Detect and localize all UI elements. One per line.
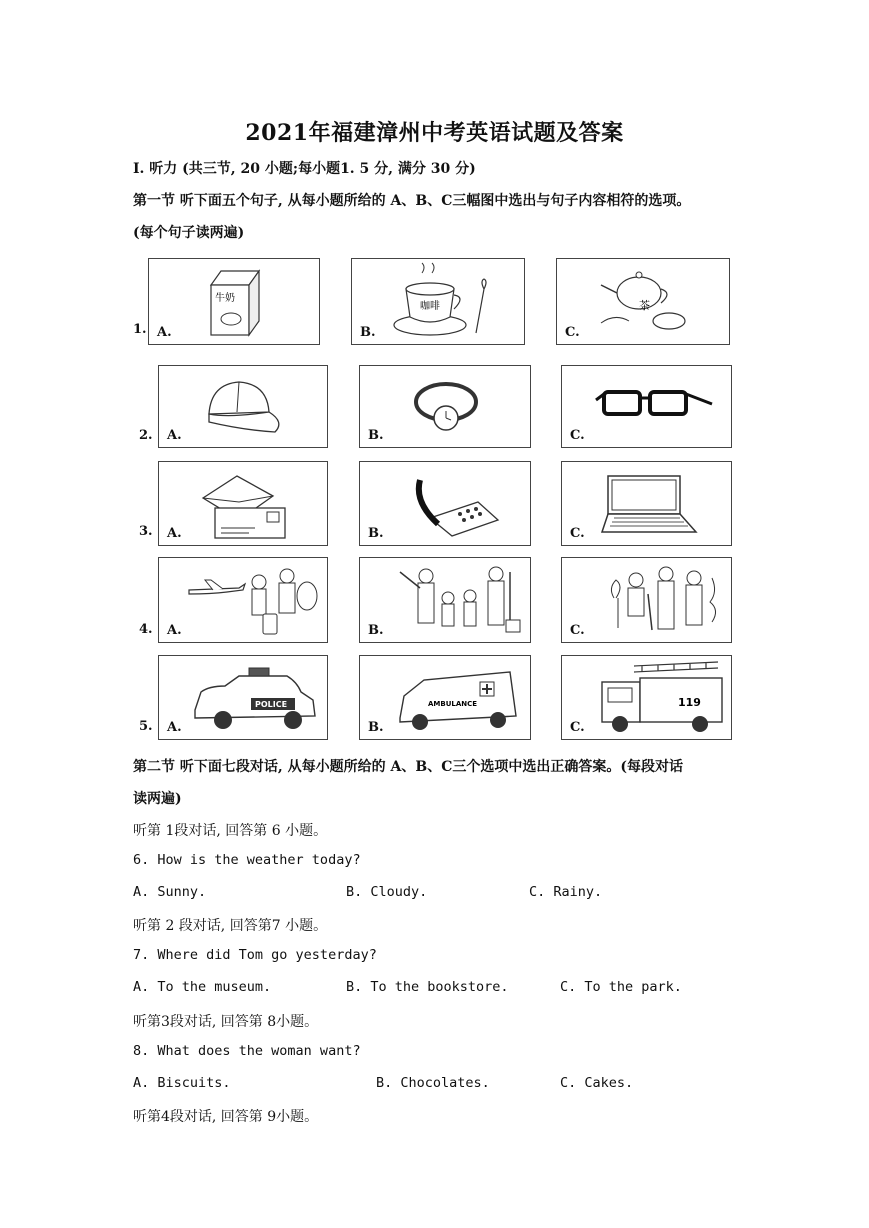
picture-option-travel[interactable] — [158, 557, 328, 643]
dialogue-intro: 听第4段对话, 回答第 9小题。 — [133, 1109, 319, 1125]
police-car-icon — [159, 656, 329, 741]
ambulance-icon — [360, 656, 532, 741]
question-text: 8. What does the woman want? — [133, 1043, 361, 1059]
option-letter: C. — [565, 325, 580, 340]
fire-engine-label: 119 — [678, 696, 701, 709]
picture-option-milk[interactable] — [148, 258, 320, 345]
answer-option-b[interactable]: B. Chocolates. — [376, 1075, 490, 1091]
answer-option-a[interactable]: A. To the museum. — [133, 979, 272, 995]
part1-instruction: 第一节 听下面五个句子, 从每小题所给的 A、B、C三幅图中选出与句子内容相符的选项。 — [133, 193, 691, 209]
part2-instruction-cont: 读两遍) — [133, 791, 182, 807]
milk-label: 牛奶 — [215, 293, 235, 304]
laptop-icon — [562, 462, 733, 547]
picture-option-laptop[interactable] — [561, 461, 732, 546]
option-letter: B. — [368, 720, 384, 735]
page-title: 2021年福建漳州中考英语试题及答案 — [245, 120, 624, 146]
option-letter: B. — [360, 325, 376, 340]
answer-option-a[interactable]: A. Sunny. — [133, 884, 207, 900]
ambulance-label: AMBULANCE — [428, 700, 478, 708]
picture-option-planting[interactable] — [561, 557, 732, 643]
picture-option-fire-engine[interactable] — [561, 655, 732, 740]
option-letter: C. — [570, 428, 585, 443]
cleaning-family-icon — [360, 558, 532, 644]
tea-label: 茶 — [639, 299, 650, 312]
section-heading: I. 听力 (共三节, 20 小题;每小题1. 5 分, 满分 30 分) — [133, 161, 476, 177]
part1-instruction-cont: (每个句子读两遍) — [133, 225, 245, 241]
question-number: 1. — [133, 322, 147, 337]
teapot-icon — [557, 259, 731, 346]
watch-icon — [360, 366, 532, 449]
option-letter: C. — [570, 720, 585, 735]
planting-trees-icon — [562, 558, 733, 644]
answer-option-c[interactable]: C. Rainy. — [529, 884, 603, 900]
fire-engine-icon — [562, 656, 733, 741]
answer-option-c[interactable]: C. Cakes. — [560, 1075, 634, 1091]
picture-option-police-car[interactable] — [158, 655, 328, 740]
question-number: 3. — [139, 524, 153, 539]
answer-option-a[interactable]: A. Biscuits. — [133, 1075, 231, 1091]
dialogue-intro: 听第 2 段对话, 回答第7 小题。 — [133, 918, 328, 934]
part2-instruction: 第二节 听下面七段对话, 从每小题所给的 A、B、C三个选项中选出正确答案。(每段对话 — [133, 759, 683, 775]
picture-option-cleaning[interactable] — [359, 557, 531, 643]
question-number: 2. — [139, 428, 153, 443]
option-letter: A. — [167, 623, 182, 638]
police-label: POLICE — [255, 700, 288, 709]
option-letter: B. — [368, 526, 384, 541]
picture-option-watch[interactable] — [359, 365, 531, 448]
picture-option-glasses[interactable] — [561, 365, 732, 448]
question-number: 4. — [139, 622, 153, 637]
picture-option-ambulance[interactable] — [359, 655, 531, 740]
question-text: 6. How is the weather today? — [133, 852, 361, 868]
milk-carton-icon — [149, 259, 321, 346]
coffee-label: 咖啡 — [420, 301, 440, 312]
glasses-icon — [562, 366, 733, 449]
option-letter: B. — [368, 623, 384, 638]
envelope-icon — [159, 462, 329, 547]
picture-option-letter[interactable] — [158, 461, 328, 546]
travel-icon — [159, 558, 329, 644]
picture-option-tea[interactable] — [556, 258, 730, 345]
question-number: 5. — [139, 719, 153, 734]
answer-option-b[interactable]: B. Cloudy. — [346, 884, 428, 900]
telephone-icon — [360, 462, 532, 547]
option-letter: A. — [157, 325, 172, 340]
cap-icon — [159, 366, 329, 449]
answer-option-c[interactable]: C. To the park. — [560, 979, 682, 995]
option-letter: C. — [570, 526, 585, 541]
answer-option-b[interactable]: B. To the bookstore. — [346, 979, 509, 995]
coffee-cup-icon — [352, 259, 526, 346]
picture-option-telephone[interactable] — [359, 461, 531, 546]
dialogue-intro: 听第3段对话, 回答第 8小题。 — [133, 1014, 319, 1030]
dialogue-intro: 听第 1段对话, 回答第 6 小题。 — [133, 823, 328, 839]
option-letter: B. — [368, 428, 384, 443]
option-letter: C. — [570, 623, 585, 638]
question-text: 7. Where did Tom go yesterday? — [133, 947, 377, 963]
option-letter: A. — [167, 526, 182, 541]
picture-option-cap[interactable] — [158, 365, 328, 448]
option-letter: A. — [167, 428, 182, 443]
option-letter: A. — [167, 720, 182, 735]
picture-option-coffee[interactable] — [351, 258, 525, 345]
